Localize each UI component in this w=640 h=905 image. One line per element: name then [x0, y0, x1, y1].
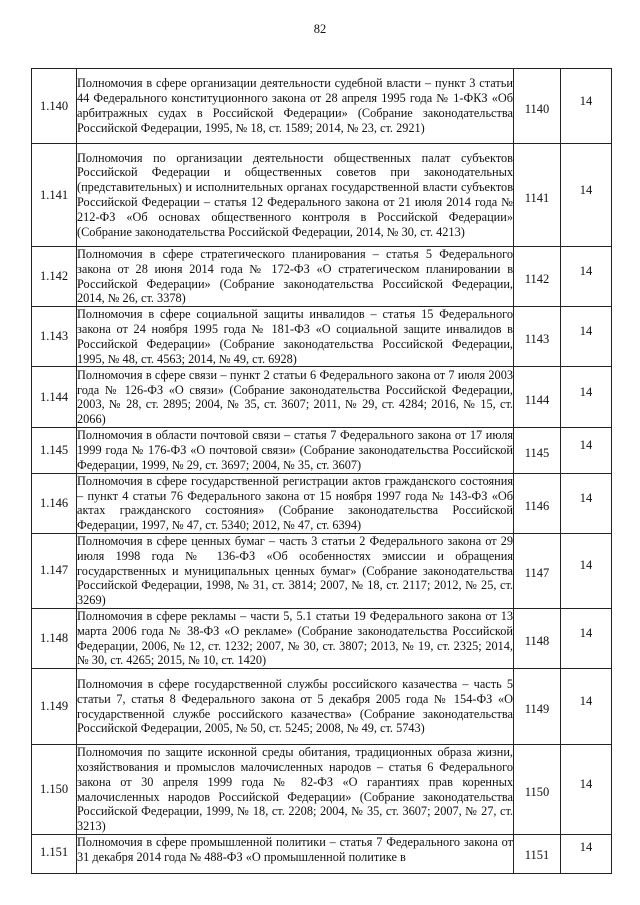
row-number: 1.151	[32, 835, 77, 874]
row-number: 1.141	[32, 144, 77, 247]
row-code: 1147	[524, 566, 550, 581]
row-number: 1.148	[32, 608, 77, 668]
row-code: 1150	[524, 785, 550, 800]
table-row	[32, 473, 612, 533]
row-number: 1.143	[32, 307, 77, 367]
row-code: 1145	[524, 446, 550, 461]
table-row	[32, 835, 612, 874]
row-value: 14	[579, 626, 593, 641]
row-value: 14	[579, 490, 593, 505]
row-description: Полномочия в сфере рекламы – части 5, 5.1 статьи 19 Федерального закона от 13 марта 2006 года № 38-ФЗ «О рекламе» (Собрание законодательства Российской Федерации, 2006, № 12, ст. 1232; 2007, № 30, ст. 3807; 2013, № 19, ст. 2325; 2014, № 30, ст. 4265; 2015, № 10, ст. 1420)	[77, 608, 513, 668]
row-code: 1151	[524, 848, 550, 863]
row-description: Полномочия в сфере стратегического планирования – статья 5 Федерального закона от 28 июня 2014 года № 172-ФЗ «О стратегическом планировании в Российской Федерации» (Собрание законодательства Российской Федерации, 2014, № 26, ст. 3378)	[77, 247, 513, 306]
page-number: 82	[313, 22, 327, 36]
row-value: 14	[579, 324, 593, 339]
row-number: 1.140	[32, 69, 77, 144]
row-number: 1.150	[32, 745, 77, 835]
row-code: 1144	[524, 392, 550, 407]
row-description: Полномочия по организации деятельности общественных палат субъектов Российской Федерации и общественных советов при законодательных (представительных) и исполнительных органах государственной власти субъектов Российской Федерации – статья 12 Федерального закона от 21 июля 2014 года № 212-ФЗ «Об основах общественного контроля в Российской Федерации» (Собрание законодательства Российской Федерации, 2014, № 30, ст. 4213)	[77, 144, 514, 247]
authority-table	[31, 68, 612, 874]
row-description: Полномочия в сфере ценных бумаг – часть 3 статьи 2 Федерального закона от 29 июля 1998 года № 136-ФЗ «Об особенностях эмиссии и обращения государственных и муниципальных ценных бумаг» (Собрание законодательства Российской Федерации, 1998, № 31, ст. 3814; 2007, № 18, ст. 2117; 2012, № 25, ст. 3269)	[77, 533, 513, 608]
row-value: 14	[579, 777, 593, 792]
row-value: 14	[579, 182, 593, 197]
row-code: 1149	[524, 702, 550, 717]
row-value: 14	[579, 93, 593, 108]
row-description: Полномочия в области почтовой связи – статья 7 Федерального закона от 17 июля 1999 года № 176-ФЗ «О почтовой связи» (Собрание законодательства Российской Федерации, 1999, № 29, ст. 3697; 2004, № 35, ст. 3607)	[77, 428, 513, 472]
row-value: 14	[579, 558, 593, 573]
table-row	[32, 247, 612, 307]
row-number: 1.144	[32, 367, 77, 428]
row-number: 1.142	[32, 247, 77, 307]
table-row	[32, 428, 612, 473]
row-number: 1.145	[32, 428, 77, 473]
row-description: Полномочия в сфере связи – пункт 2 статьи 6 Федерального закона от 7 июля 2003 года № 126-ФЗ «О связи» (Собрание законодательства Российской Федерации, 2003, № 28, ст. 2895; 2004, № 35, ст. 3607; 2011, № 29, ст. 4284; 2016, № 15, ст. 2066)	[77, 367, 513, 427]
row-value: 14	[579, 264, 593, 279]
row-code: 1146	[524, 498, 550, 513]
table-row	[32, 533, 612, 608]
row-code: 1142	[524, 272, 550, 287]
table-row	[32, 367, 612, 428]
table-row	[32, 307, 612, 367]
row-description: Полномочия в сфере промышленной политики – статья 7 Федерального закона от 31 декабря 2014 года № 488-ФЗ «О промышленной политике в	[77, 835, 514, 874]
row-number: 1.149	[32, 669, 77, 745]
row-value: 14	[579, 840, 593, 855]
row-value: 14	[579, 384, 593, 399]
table-row	[32, 669, 612, 745]
row-code: 1148	[524, 634, 550, 649]
row-number: 1.146	[32, 473, 77, 533]
table-row	[32, 608, 612, 668]
row-value: 14	[579, 438, 593, 453]
row-description: Полномочия в сфере государственной регистрации актов гражданского состояния – пункт 4 статьи 76 Федерального закона от 15 ноября 1997 года № 143-ФЗ «Об актах гражданского состояния» (Собрание законодательства Российской Федерации, 1997, № 47, ст. 5340; 2012, № 47, ст. 6394)	[77, 473, 513, 533]
table-row	[32, 745, 612, 835]
row-description: Полномочия в сфере организации деятельности судебной власти – пункт 3 статьи 44 Федерального конституционного закона от 28 апреля 1995 года № 1-ФКЗ «Об арбитражных судах в Российской Федерации» (Собрание законодательства Российской Федерации, 1995, № 18, ст. 1589; 2014, № 23, ст. 2921)	[77, 69, 514, 144]
row-code: 1140	[524, 101, 550, 116]
row-description: Полномочия в сфере социальной защиты инвалидов – статья 15 Федерального закона от 24 ноября 1995 года № 181-ФЗ «О социальной защите инвалидов в Российской Федерации» (Собрание законодательства Российской Федерации, 1995, № 48, ст. 4563; 2014, № 49, ст. 6928)	[77, 307, 513, 366]
row-number: 1.147	[32, 533, 77, 608]
row-code: 1141	[524, 190, 550, 205]
row-code: 1143	[524, 332, 550, 347]
row-description: Полномочия по защите исконной среды обитания, традиционных образа жизни, хозяйствования и промыслов малочисленных народов – статья 6 Федерального закона от 30 апреля 1999 года № 82-ФЗ «О гарантиях прав коренных малочисленных народов Российской Федерации» (Собрание законодательства Российской Федерации, 1999, № 18, ст. 2208; 2004, № 35, ст. 3607; 2007, № 27, ст. 3213)	[77, 745, 513, 834]
table-row	[32, 144, 612, 247]
row-description: Полномочия в сфере государственной службы российского казачества – часть 5 статьи 7, статья 8 Федерального закона от 5 декабря 2005 года № 154-ФЗ «О государственной службе российского казачества» (Собрание законодательства Российской Федерации, 2005, № 50, ст. 5245; 2008, № 49, ст. 5743)	[77, 669, 514, 745]
row-value: 14	[579, 694, 593, 709]
table-row	[32, 69, 612, 144]
